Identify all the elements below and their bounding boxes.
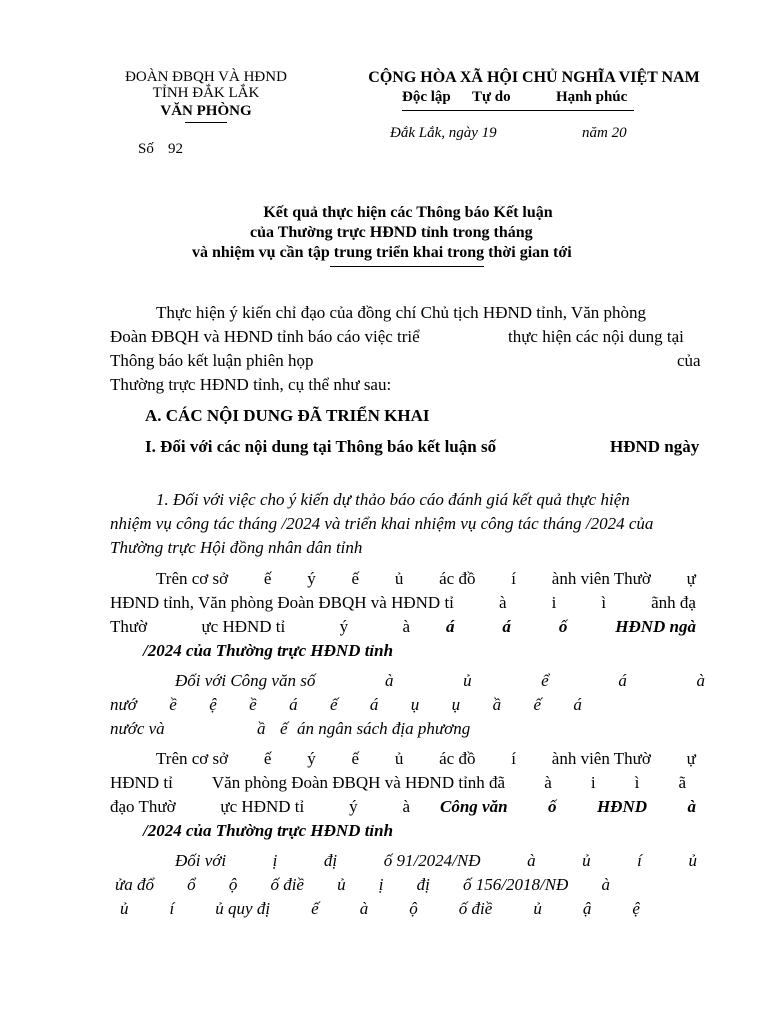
doc-number-value: 92 bbox=[168, 141, 183, 157]
fragment: á bbox=[573, 695, 582, 714]
fragment: Đối với Công văn số bbox=[175, 671, 316, 690]
para3-line2 bbox=[110, 773, 686, 793]
fragment: HĐND bbox=[596, 797, 648, 816]
org-name-line2: TỈNH ĐẮK LẮK bbox=[152, 85, 260, 101]
fragment: ý bbox=[339, 617, 349, 636]
section-i-heading: I. Đối với các nội dung tại Thông báo kết luận số bbox=[145, 437, 497, 456]
section-a-heading: A. CÁC NỘI DUNG ĐÃ TRIỂN KHAI bbox=[145, 406, 430, 425]
fragment: ệ bbox=[632, 899, 640, 918]
item1-line1: 1. Đối với việc cho ý kiến dự thảo báo cáo đánh giá kết quả thực hiện bbox=[156, 490, 630, 509]
section-i-heading-date: HĐND ngày bbox=[610, 437, 700, 456]
fragment: i bbox=[590, 773, 596, 792]
fragment: á bbox=[502, 617, 511, 636]
fragment: ố điề bbox=[270, 875, 304, 894]
office-name: VĂN PHÒNG bbox=[160, 103, 252, 119]
fragment: ụ bbox=[410, 695, 420, 714]
fragment: à bbox=[359, 899, 369, 918]
fragment: ác đồ bbox=[439, 749, 476, 768]
fragment: Văn phòng Đoàn ĐBQH và HĐND tỉnh đã bbox=[211, 773, 506, 792]
fragment: ổ bbox=[187, 875, 196, 894]
title-line1: Kết quả thực hiện các Thông báo Kết luận bbox=[263, 204, 553, 221]
item-cv-line3c: ế bbox=[280, 719, 288, 738]
fragment: ề bbox=[249, 695, 257, 714]
country-name: CỘNG HÒA XÃ HỘI CHỦ NGHĨA VIỆT NAM bbox=[368, 69, 700, 86]
fragment: ế bbox=[533, 695, 541, 714]
fragment: ế bbox=[351, 749, 360, 768]
fragment: ã bbox=[678, 773, 686, 792]
intro-line2b: thực hiện các nội dung tại bbox=[508, 327, 684, 346]
item-nd-line1 bbox=[175, 851, 697, 871]
title-line2: của Thường trực HĐND tỉnh trong tháng bbox=[250, 224, 533, 241]
item-nd-line3 bbox=[120, 899, 640, 919]
fragment: đị bbox=[416, 875, 430, 894]
fragment: ì bbox=[601, 593, 607, 612]
motto-part-2: Tự do bbox=[472, 89, 511, 105]
fragment: á bbox=[289, 695, 298, 714]
item1-line3: Thường trực Hội đồng nhân dân tỉnh bbox=[110, 538, 363, 557]
para2-line3b bbox=[446, 617, 696, 637]
org-name-line1: ĐOÀN ĐBQH VÀ HĐND bbox=[125, 69, 287, 85]
fragment: à bbox=[498, 593, 507, 612]
fragment: ố 91/2024/NĐ bbox=[383, 851, 481, 870]
title-underline bbox=[330, 266, 484, 267]
fragment: à bbox=[402, 617, 410, 636]
fragment: à bbox=[696, 671, 705, 690]
fragment: ủ bbox=[688, 851, 697, 870]
fragment: ị bbox=[272, 851, 278, 870]
fragment: à bbox=[527, 851, 536, 870]
fragment: ác đồ bbox=[439, 569, 476, 588]
para2-line2 bbox=[110, 593, 696, 613]
fragment: i bbox=[551, 593, 557, 612]
fragment: Đối với bbox=[175, 851, 227, 870]
fragment: í bbox=[511, 749, 516, 768]
fragment: ý bbox=[307, 569, 316, 588]
fragment: ủ bbox=[394, 749, 404, 768]
fragment: ầ bbox=[492, 695, 502, 714]
fragment: à bbox=[687, 797, 696, 816]
fragment: ế bbox=[263, 569, 272, 588]
para2-line3a bbox=[110, 617, 410, 637]
fragment: ề bbox=[169, 695, 177, 714]
fragment: Công văn bbox=[440, 797, 508, 816]
motto-part-3: Hạnh phúc bbox=[556, 89, 628, 105]
fragment: ệ bbox=[209, 695, 217, 714]
fragment: ủ bbox=[337, 875, 346, 894]
intro-line3b: của bbox=[677, 351, 701, 370]
fragment: ố điề bbox=[458, 899, 493, 918]
fragment: ửa đổ bbox=[115, 875, 155, 894]
fragment: ủ bbox=[463, 671, 472, 690]
fragment: ý bbox=[307, 749, 316, 768]
fragment: ộ bbox=[228, 875, 238, 894]
fragment: í bbox=[511, 569, 516, 588]
fragment: ãnh đạ bbox=[651, 593, 696, 612]
para3-line4: /2024 của Thường trực HĐND tỉnh bbox=[143, 821, 394, 840]
fragment: ộ bbox=[409, 899, 418, 918]
doc-number-label: Số bbox=[138, 141, 154, 157]
title-line3: và nhiệm vụ cần tập trung triển khai trong thời gian tới bbox=[192, 244, 572, 261]
para2-line4: /2024 của Thường trực HĐND tỉnh bbox=[143, 641, 394, 660]
fragment: ế bbox=[329, 695, 338, 714]
fragment: ế bbox=[351, 569, 360, 588]
fragment: ủ bbox=[533, 899, 542, 918]
item-cv-line3d: án ngân sách địa phương bbox=[297, 719, 471, 738]
item-nd-line2 bbox=[115, 875, 610, 895]
fragment: à bbox=[601, 875, 610, 894]
item-cv-line3a: nước và bbox=[110, 719, 165, 738]
fragment: HĐND ngà bbox=[615, 617, 696, 636]
fragment: ực HĐND tỉ bbox=[220, 797, 305, 816]
para3-line3b bbox=[440, 797, 696, 817]
fragment: Trên cơ sở bbox=[156, 749, 229, 768]
fragment: ể bbox=[541, 671, 549, 690]
fragment: HĐND tỉnh, Văn phòng Đoàn ĐBQH và HĐND tỉ bbox=[110, 593, 454, 612]
intro-line3a: Thông báo kết luận phiên họp bbox=[110, 351, 314, 370]
intro-line2a: Đoàn ĐBQH và HĐND tỉnh báo cáo việc triể bbox=[110, 327, 420, 346]
fragment: ị bbox=[378, 875, 384, 894]
office-underline bbox=[185, 122, 227, 123]
fragment: ủ bbox=[120, 899, 129, 918]
fragment: ố bbox=[548, 797, 557, 816]
fragment: ủ quy đị bbox=[215, 899, 271, 918]
item1-line2: nhiệm vụ công tác tháng /2024 và triển khai nhiệm vụ công tác tháng /2024 của bbox=[110, 514, 654, 533]
fragment: à bbox=[402, 797, 410, 816]
fragment: Trên cơ sở bbox=[156, 569, 229, 588]
fragment: à bbox=[384, 671, 394, 690]
fragment: ụ bbox=[451, 695, 461, 714]
fragment: Thườ bbox=[110, 617, 148, 636]
fragment: ố 156/2018/NĐ bbox=[463, 875, 569, 894]
date-place: Đắk Lắk, ngày 19 bbox=[390, 125, 497, 141]
item-cv-line1 bbox=[175, 671, 705, 691]
fragment: nướ bbox=[110, 695, 137, 714]
para3-line1 bbox=[156, 749, 696, 769]
fragment: ế bbox=[263, 749, 272, 768]
item-cv-line2 bbox=[110, 695, 582, 715]
fragment: à bbox=[544, 773, 552, 792]
intro-line1: Thực hiện ý kiến chỉ đạo của đồng chí Chủ tịch HĐND tỉnh, Văn phòng bbox=[156, 303, 647, 322]
fragment: ành viên Thườ bbox=[551, 749, 651, 768]
fragment: ì bbox=[634, 773, 640, 792]
fragment: ý bbox=[349, 797, 358, 816]
fragment: ành viên Thườ bbox=[551, 569, 651, 588]
fragment: ự bbox=[686, 749, 696, 768]
fragment: ố bbox=[558, 617, 568, 636]
motto-part-1: Độc lập bbox=[402, 89, 451, 105]
fragment: ực HĐND tỉ bbox=[201, 617, 286, 636]
para2-line1 bbox=[156, 569, 696, 589]
fragment: ự bbox=[686, 569, 696, 588]
fragment: á bbox=[369, 695, 379, 714]
fragment: đị bbox=[323, 851, 338, 870]
date-year: năm 20 bbox=[582, 125, 627, 141]
fragment: HĐND tỉ bbox=[110, 773, 173, 792]
fragment: á bbox=[446, 617, 455, 636]
fragment: ủ bbox=[582, 851, 591, 870]
fragment: á bbox=[618, 671, 627, 690]
fragment: ậ bbox=[582, 899, 592, 918]
motto-underline bbox=[402, 110, 634, 111]
para3-line3a bbox=[110, 797, 410, 817]
item-cv-line3b: ầ bbox=[257, 719, 266, 738]
fragment: đạo Thườ bbox=[110, 797, 176, 816]
fragment: í bbox=[637, 851, 642, 870]
intro-line4: Thường trực HĐND tỉnh, cụ thể như sau: bbox=[110, 375, 392, 394]
fragment: í bbox=[169, 899, 175, 918]
fragment: ế bbox=[311, 899, 319, 918]
fragment: ủ bbox=[394, 569, 404, 588]
